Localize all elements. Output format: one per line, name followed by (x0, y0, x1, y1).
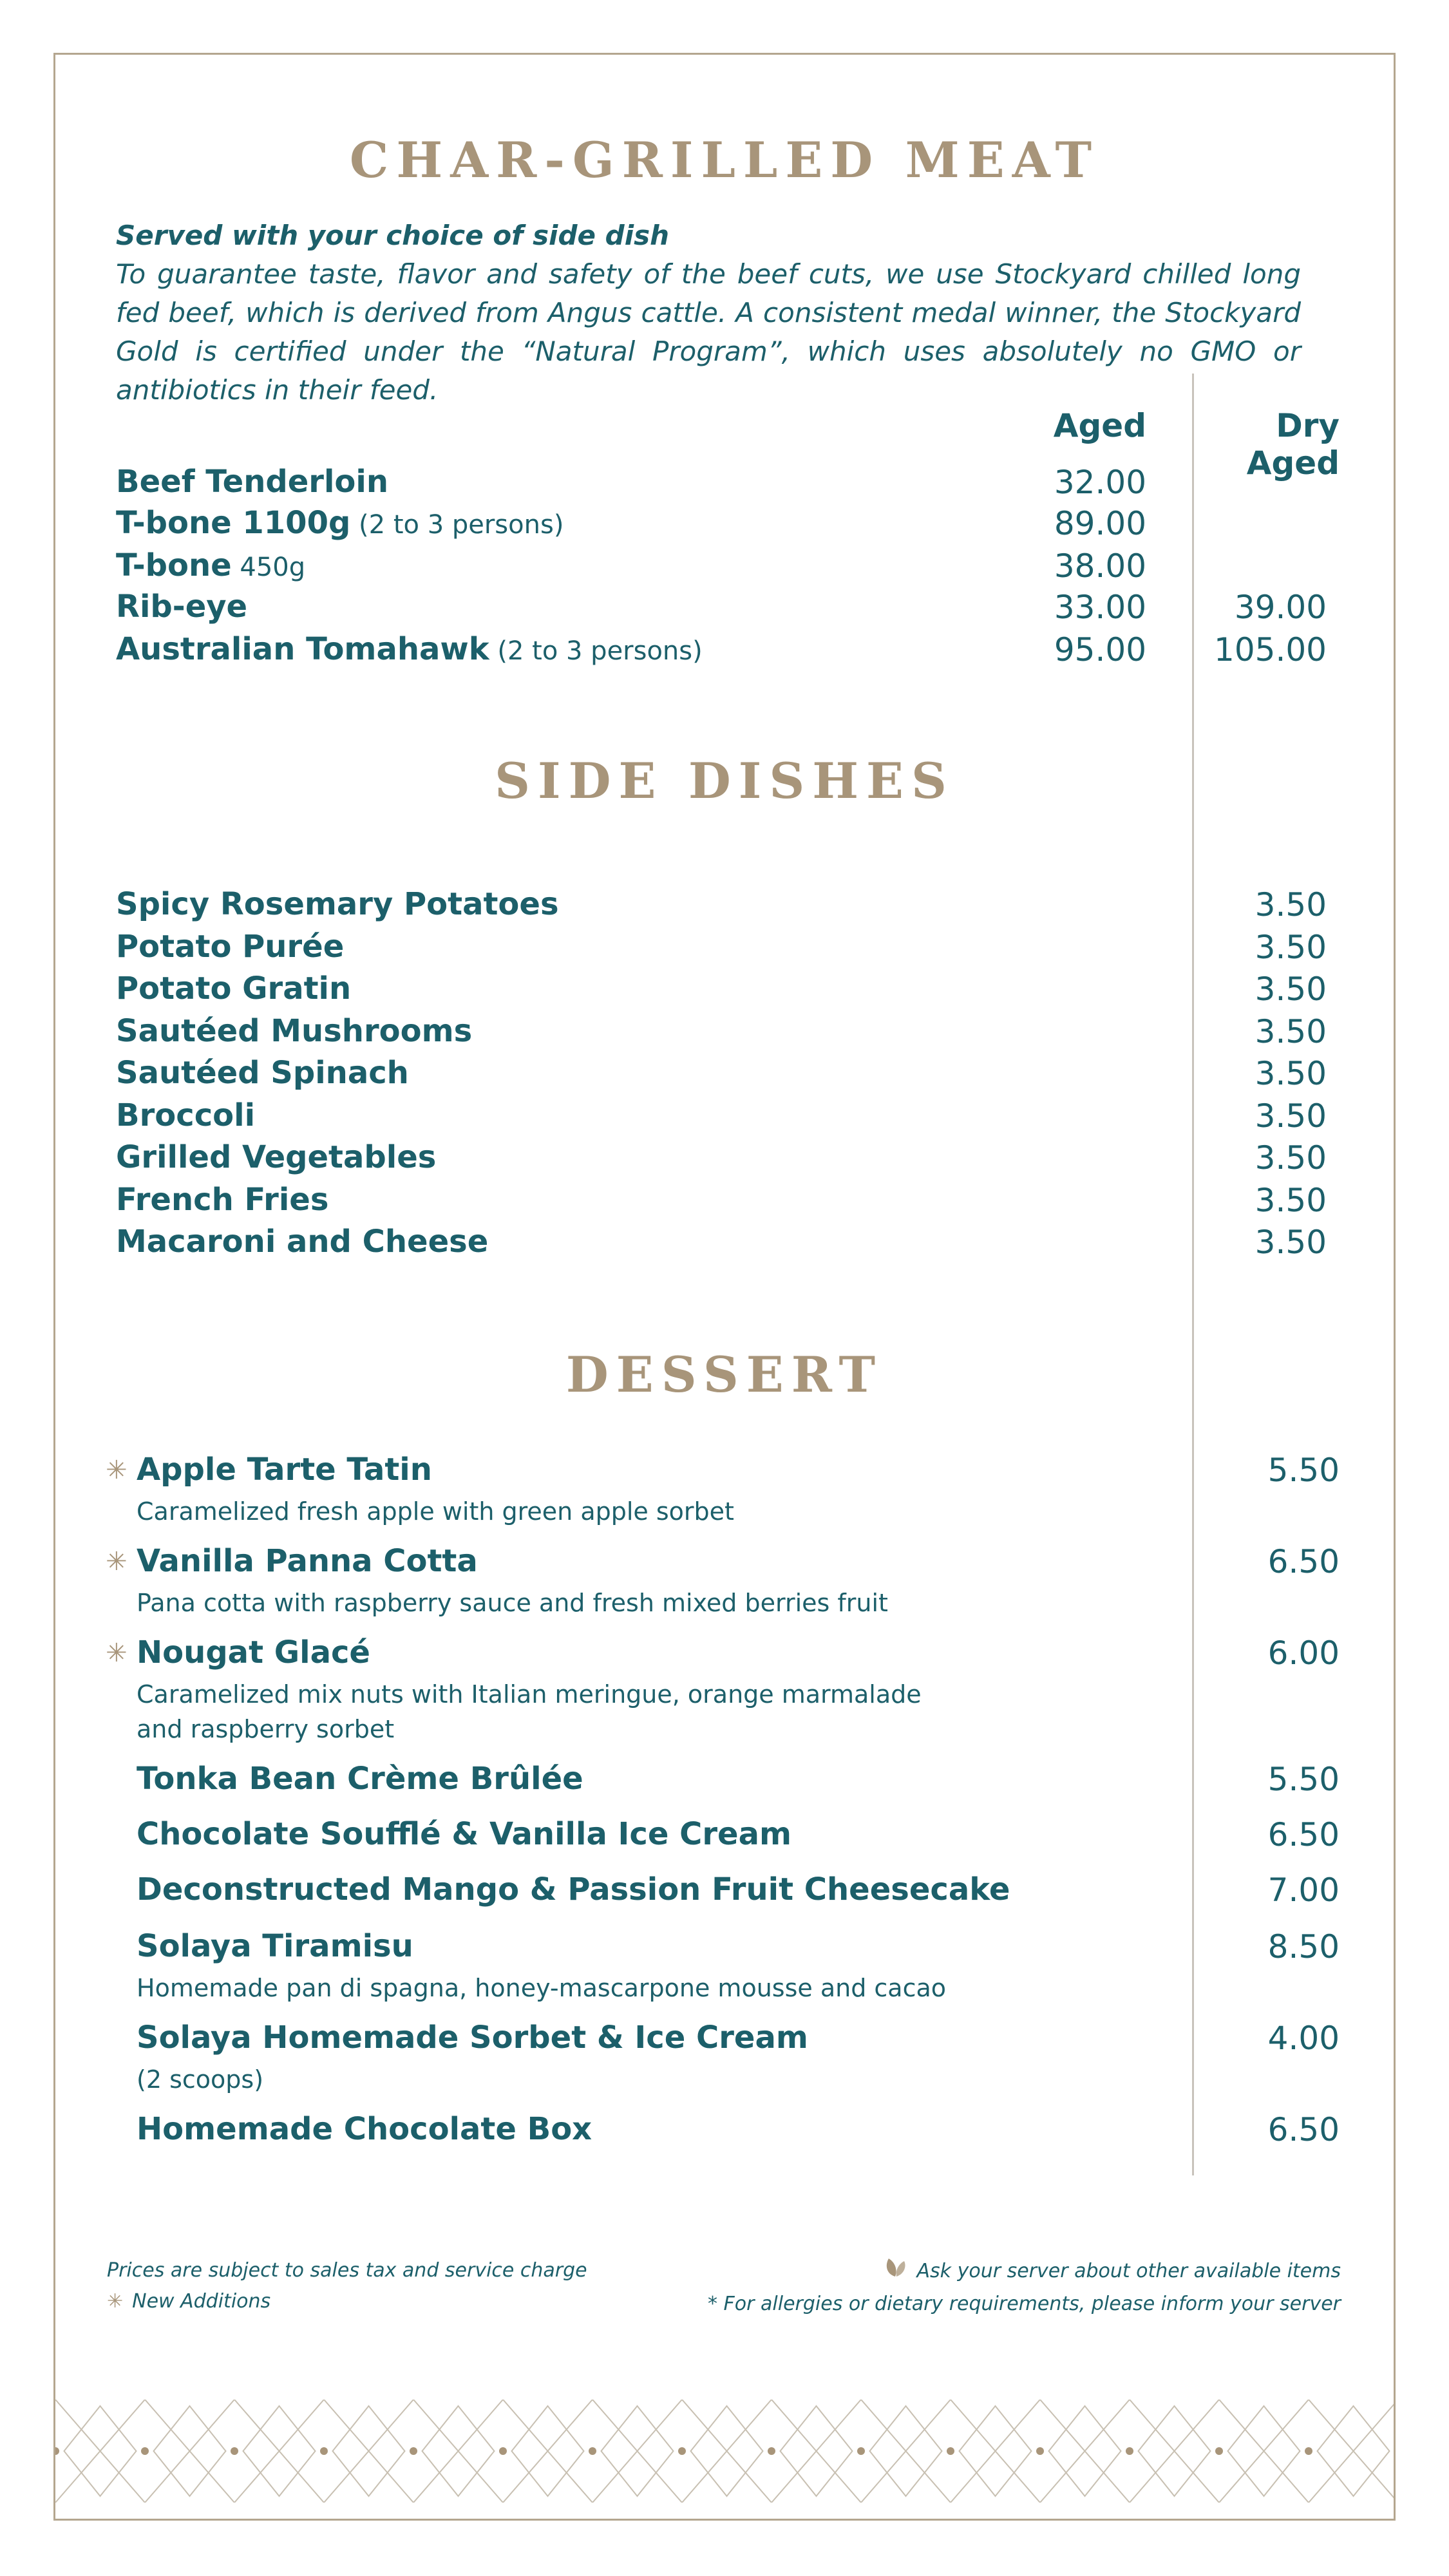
dessert-section-title: DESSERT (565, 1346, 884, 1403)
side-dish-price: 3.50 (1255, 1224, 1327, 1261)
tax-note: Prices are subject to sales tax and service charge (107, 2259, 587, 2282)
menu-frame (53, 53, 1396, 2521)
dessert-name: Solaya Homemade Sorbet & Ice Cream (137, 2020, 808, 2056)
dessert-price: 6.00 (1267, 1634, 1340, 1672)
dessert-price: 5.50 (1267, 1452, 1340, 1489)
new-additions-legend (107, 2286, 587, 2317)
side-dish-name: French Fries (116, 1181, 329, 1218)
side-dish-name: Macaroni and Cheese (116, 1224, 489, 1260)
meat-item-note: 450g (231, 553, 306, 582)
meat-item-row (116, 464, 1340, 505)
dessert-price: 5.50 (1267, 1761, 1340, 1798)
ask-server-note: Ask your server about other available items (916, 2260, 1341, 2282)
ask-server-line (708, 2255, 1341, 2288)
star-icon: ✳ (107, 2290, 124, 2313)
meat-item-name (116, 589, 247, 625)
side-dish-name: Spicy Rosemary Potatoes (116, 886, 559, 922)
meat-item-row (116, 505, 1340, 546)
meat-item-name (116, 547, 305, 583)
dessert-description: Pana cotta with raspberry sauce and fresh mixed berries fruit (137, 1589, 888, 1617)
aged-price: 38.00 (1054, 547, 1146, 585)
dessert-price: 6.50 (1267, 1816, 1340, 1853)
meat-item-row (116, 631, 1340, 672)
dessert-description: Homemade pan di spagna, honey-mascarpone mousse and cacao (137, 1974, 947, 2002)
dessert-name: Vanilla Panna Cotta (137, 1543, 478, 1579)
meat-item-title: Australian Tomahawk (116, 631, 489, 667)
new-addition-star-icon: ✳ (106, 1638, 128, 1668)
dessert-price: 7.00 (1267, 1871, 1340, 1909)
meat-item-name (116, 631, 703, 667)
dessert-price: 6.50 (1267, 1543, 1340, 1580)
dessert-description: Caramelized mix nuts with Italian meringue, orange marmalade and raspberry sorbet (137, 1680, 922, 1743)
new-additions-label: New Additions (132, 2290, 271, 2313)
dessert-name: Nougat Glacé (137, 1634, 370, 1671)
leaf-icon (885, 2256, 907, 2288)
new-addition-star-icon: ✳ (106, 1455, 128, 1485)
side-dish-price: 3.50 (1255, 971, 1327, 1008)
allergy-note: * For allergies or dietary requirements, please inform your server (708, 2292, 1341, 2315)
meat-item-title: T-bone 1100g (116, 505, 351, 541)
side-dish-row (116, 971, 1340, 1012)
meat-item-row (116, 547, 1340, 589)
meat-section-title: CHAR-GRILLED MEAT (349, 131, 1100, 189)
dessert-description: Caramelized fresh apple with green apple sorbet (137, 1497, 734, 1526)
side-dish-name: Sautéed Mushrooms (116, 1012, 473, 1049)
side-dish-row (116, 1224, 1340, 1265)
meat-item-row (116, 589, 1340, 630)
dessert-name: Homemade Chocolate Box (137, 2111, 592, 2147)
aged-price: 33.00 (1054, 589, 1146, 626)
dry-aged-price: 105.00 (1214, 631, 1327, 668)
side-dish-price: 3.50 (1255, 1139, 1327, 1177)
dessert-name: Solaya Tiramisu (137, 1928, 413, 1964)
sides-section-title: SIDE DISHES (495, 752, 954, 810)
side-dish-row (116, 929, 1340, 970)
footer-right (708, 2255, 1341, 2320)
dessert-name: Deconstructed Mango & Passion Fruit Cheesecake (137, 1871, 1010, 1908)
side-dish-price: 3.50 (1255, 1055, 1327, 1092)
side-dish-price: 3.50 (1255, 886, 1327, 923)
side-dish-name: Sautéed Spinach (116, 1055, 409, 1091)
aged-price: 32.00 (1054, 464, 1146, 501)
side-dish-row (116, 1013, 1340, 1054)
meat-intro-description: To guarantee taste, flavor and safety of the beef cuts, we use Stockyard chilled long fed beef, which is derived from Angus cattle. A consistent medal winner, the Stockyard Gold is certified under the “Natural Program”, which uses absolutely no GMO or antibiotics in their feed. (116, 258, 1301, 406)
meat-item-title: T-bone (116, 547, 232, 583)
meat-item-title: Rib-eye (116, 589, 248, 625)
meat-item-title: Beef Tenderloin (116, 464, 389, 500)
side-dish-price: 3.50 (1255, 928, 1327, 966)
side-dish-price: 3.50 (1255, 1012, 1327, 1050)
side-dish-price: 3.50 (1255, 1181, 1327, 1219)
dessert-price: 6.50 (1267, 2111, 1340, 2148)
dessert-name: Tonka Bean Crème Brûlée (137, 1761, 583, 1797)
meat-intro (116, 216, 1301, 410)
side-dish-price: 3.50 (1255, 1097, 1327, 1135)
decorative-diamond-pattern (55, 2400, 1394, 2503)
side-dish-row (116, 1139, 1340, 1180)
new-addition-star-icon: ✳ (106, 1547, 128, 1577)
dessert-name: Chocolate Soufflé & Vanilla Ice Cream (137, 1816, 791, 1852)
meat-item-name (116, 505, 564, 541)
aged-price: 89.00 (1054, 505, 1146, 542)
side-dish-name: Broccoli (116, 1097, 256, 1133)
meat-item-note: (2 to 3 persons) (489, 636, 703, 666)
side-dish-name: Grilled Vegetables (116, 1139, 437, 1175)
dry-aged-price: 39.00 (1234, 589, 1327, 626)
side-dish-row (116, 886, 1340, 927)
side-dish-name: Potato Purée (116, 928, 345, 965)
dessert-price: 8.50 (1267, 1928, 1340, 1965)
dessert-price: 4.00 (1267, 2020, 1340, 2057)
meat-intro-lead: Served with your choice of side dish (116, 220, 669, 251)
aged-column-header: Aged (1053, 407, 1146, 444)
dry-aged-column-header: Dry Aged (1246, 407, 1340, 482)
dessert-name: Apple Tarte Tatin (137, 1452, 432, 1488)
dessert-description: (2 scoops) (137, 2065, 264, 2094)
meat-item-name (116, 464, 388, 500)
footer-left (107, 2255, 587, 2317)
aged-price: 95.00 (1054, 631, 1146, 668)
side-dish-name: Potato Gratin (116, 971, 352, 1007)
side-dish-row (116, 1055, 1340, 1096)
meat-item-note: (2 to 3 persons) (350, 510, 564, 540)
side-dish-row (116, 1097, 1340, 1139)
side-dish-row (116, 1182, 1340, 1223)
